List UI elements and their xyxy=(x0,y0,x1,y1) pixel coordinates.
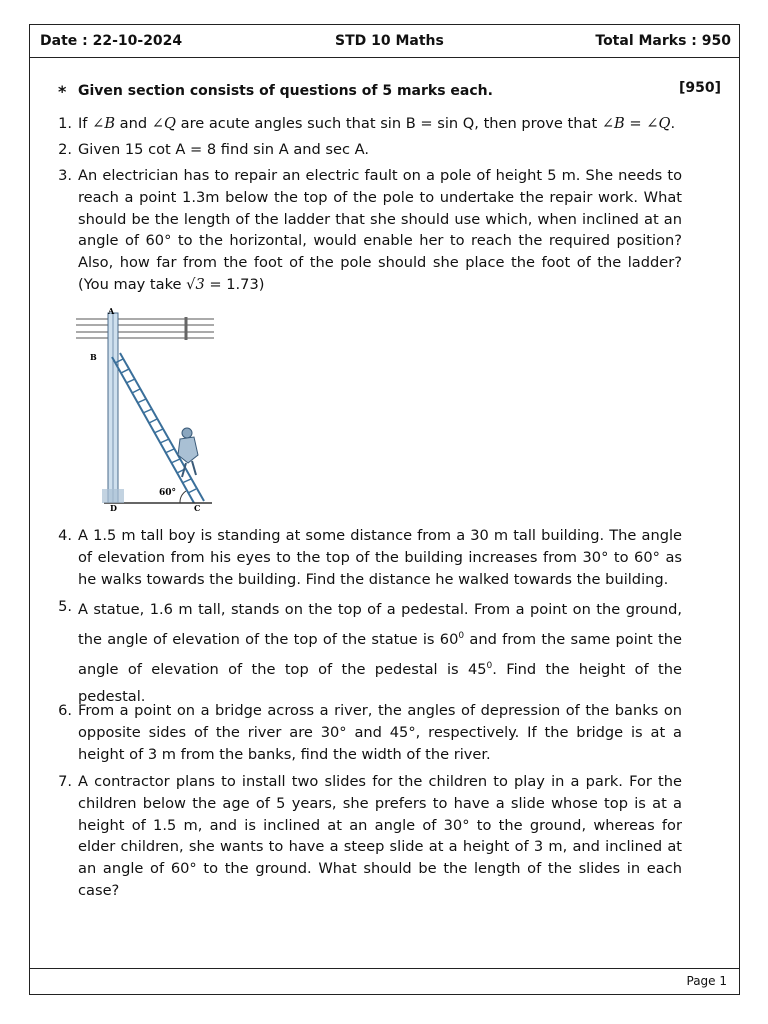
pole-base xyxy=(102,489,124,503)
q1-part: are acute angles such that sin B = sin Q, then prove that xyxy=(175,115,602,132)
label-a: A xyxy=(108,306,115,316)
question-text xyxy=(78,113,682,135)
question-1 xyxy=(50,113,682,135)
question-7 xyxy=(50,771,682,902)
question-number: 7. xyxy=(58,773,72,790)
question-number: 4. xyxy=(58,527,72,544)
footer-bar xyxy=(30,968,739,994)
q1-part: If xyxy=(78,115,93,132)
question-number: 6. xyxy=(58,702,72,719)
question-text: A 1.5 m tall boy is standing at some distance from a 30 m tall building. The angle of elevation from his eyes to the top of the building increases from 30° to 60° as he walks towards the building. Find the distance he walked towards the building. xyxy=(78,527,682,588)
question-4 xyxy=(50,525,682,590)
q5-part: . Find the height of the pedestal. xyxy=(78,660,682,705)
question-2 xyxy=(50,139,682,161)
q3-part: = 1.73) xyxy=(204,275,265,293)
sqrt-three: √3 xyxy=(186,275,205,293)
electrician-figure xyxy=(178,428,198,477)
angle-label: 60° xyxy=(159,488,177,498)
question-text xyxy=(78,165,682,296)
question-number: 5. xyxy=(58,598,72,615)
label-d: D xyxy=(110,503,117,513)
header-bar xyxy=(30,25,739,58)
exam-date: Date : 22-10-2024 xyxy=(40,33,183,49)
degree-superscript: 0 xyxy=(458,631,465,641)
angle-arc xyxy=(180,491,186,503)
angle-equality: ∠B = ∠Q xyxy=(601,115,671,132)
question-text: Given 15 cot A = 8 find sin A and sec A. xyxy=(78,141,370,158)
label-b: B xyxy=(90,352,97,362)
subject-title: STD 10 Maths xyxy=(335,33,444,49)
ladder-pole-figure xyxy=(74,305,219,513)
question-text: A contractor plans to install two slides for the children to play in a park. For the children below the age of 5 years, she prefers to have a slide whose top is at a height of 1.5 m, and is inclined at an angle of 30° to the ground, whereas for elder children, she wants to have a steep slide at a height of 3 m, and inclined at an angle of 60° to the ground. What should be the length of the slides in each case? xyxy=(78,773,682,899)
question-text xyxy=(78,596,682,710)
star-bullet: * xyxy=(58,82,67,101)
label-c: C xyxy=(194,503,201,513)
ladder-rail xyxy=(120,353,204,501)
ladder-rail xyxy=(112,357,194,503)
question-number: 2. xyxy=(58,141,72,158)
angle-b-symbol: ∠B xyxy=(92,115,116,132)
total-marks: Total Marks : 950 xyxy=(595,33,731,49)
q5-part: and from the same point the angle of elevation of the top of the pedestal is 45 xyxy=(78,630,682,678)
degree-superscript: 0 xyxy=(486,660,493,671)
question-number: 3. xyxy=(58,167,72,184)
q1-part: . xyxy=(670,115,676,132)
q1-part: and xyxy=(115,115,152,132)
section-instruction: Given section consists of questions of 5 marks each. xyxy=(78,83,493,99)
section-marks: [950] xyxy=(678,80,721,96)
page-number: Page 1 xyxy=(686,974,727,988)
question-6 xyxy=(50,700,682,765)
q5-part: A statue, 1.6 m tall, stands on the top of a pedestal. From a point on the ground, the angle of elevation of the top of the statue is 60 xyxy=(78,601,682,648)
q3-part: An electrician has to repair an electric fault on a pole of height 5 m. She needs to reach a point 1.3m below the top of the pole to undertake the repair work. What should be the length of the ladder that she should use which, when inclined at an angle of 60° to the horizontal, would enable her to reach the required position? Also, how far from the foot of the pole should she place the foot of the ladder? (You may take xyxy=(78,167,682,293)
question-number: 1. xyxy=(58,115,72,132)
angle-q-symbol: ∠Q xyxy=(151,115,176,132)
question-text: From a point on a bridge across a river, the angles of depression of the banks on opposite sides of the river are 30° and 45°, respectively. If the bridge is at a height of 3 m from the banks, find the width of the river. xyxy=(78,702,682,763)
question-3 xyxy=(50,165,682,296)
question-5 xyxy=(50,596,682,710)
